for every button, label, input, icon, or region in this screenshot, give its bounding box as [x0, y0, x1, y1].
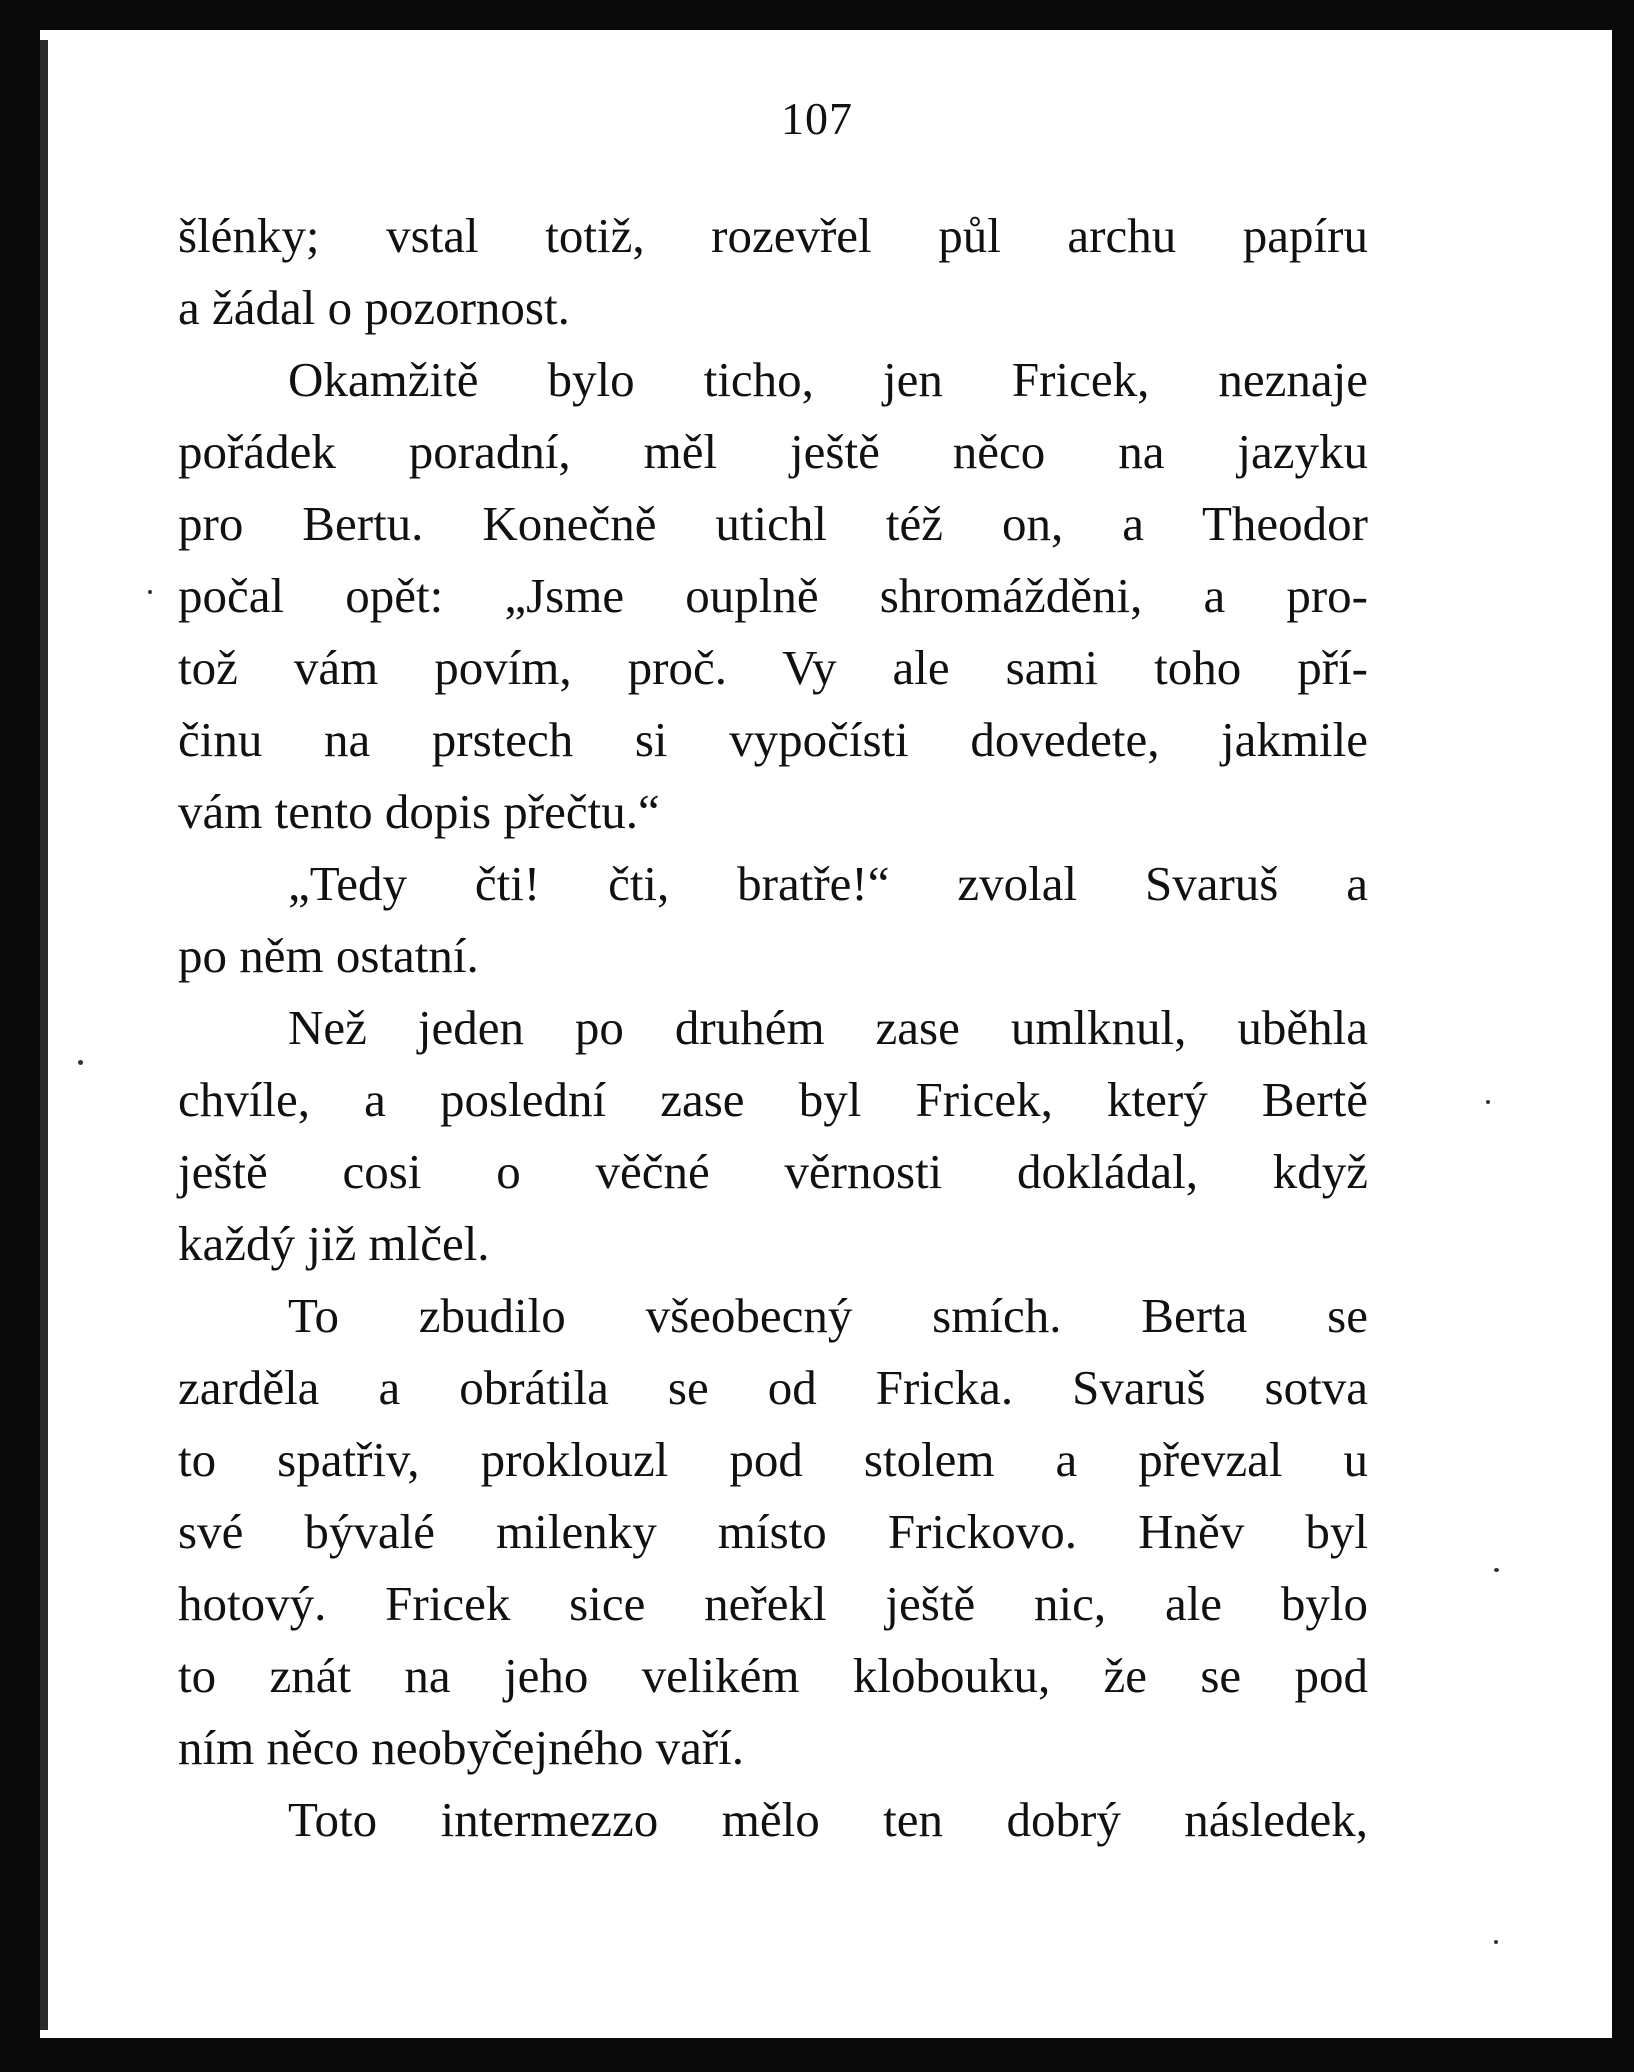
scan-speck — [1486, 1100, 1490, 1104]
book-spine-shadow — [0, 0, 40, 2072]
text-line: hotový. Fricek sice neřekl ještě nic, ale bylo — [178, 1576, 1368, 1631]
text-line: šlénky; vstal totiž, rozevřel půl archu papíru — [178, 208, 1368, 263]
text-line: Než jeden po druhém zase umlknul, uběhla — [288, 1000, 1368, 1055]
text-line: Okamžitě bylo ticho, jen Fricek, neznaje — [288, 352, 1368, 407]
text-line: tož vám povím, proč. Vy ale sami toho pří- — [178, 640, 1368, 695]
text-line: každý již mlčel. — [178, 1216, 490, 1271]
scan-border-right — [1612, 0, 1634, 2072]
page-number: 107 — [781, 93, 853, 144]
page-gutter-edge — [40, 40, 48, 2030]
text-line: pořádek poradní, měl ještě něco na jazyku — [178, 424, 1368, 479]
text-line: To zbudilo všeobecný smích. Berta se — [288, 1288, 1368, 1343]
text-line: „Tedy čti! čti, bratře!“ zvolal Svaruš a — [288, 856, 1368, 911]
text-line: ním něco neobyčejného vaří. — [178, 1720, 745, 1775]
scan-border-top — [0, 0, 1634, 30]
text-line: po něm ostatní. — [178, 928, 479, 983]
text-line: pro Bertu. Konečně utichl též on, a Theodor — [178, 496, 1368, 551]
text-line: činu na prstech si vypočísti dovedete, jakmile — [178, 712, 1368, 767]
scan-speck — [1494, 1940, 1498, 1944]
scan-speck — [1494, 1568, 1499, 1572]
text-line: a žádal o pozornost. — [178, 280, 570, 335]
text-line: zarděla a obrátila se od Fricka. Svaruš sotva — [178, 1360, 1368, 1415]
text-line: počal opět: „Jsme ouplně shromážděni, a pro- — [178, 568, 1368, 623]
text-line: Toto intermezzo mělo ten dobrý následek, — [288, 1792, 1368, 1847]
text-line: ještě cosi o věčné věrnosti dokládal, když — [178, 1144, 1368, 1199]
scan-border-bottom — [0, 2038, 1634, 2072]
text-line: chvíle, a poslední zase byl Fricek, který Bertě — [178, 1072, 1368, 1127]
text-line: to znát na jeho velikém klobouku, že se pod — [178, 1648, 1368, 1703]
scan-speck — [148, 590, 152, 594]
text-line: vám tento dopis přečtu.“ — [178, 784, 660, 839]
text-line: to spatřiv, proklouzl pod stolem a převzal u — [178, 1432, 1368, 1487]
text-line: své bývalé milenky místo Frickovo. Hněv byl — [178, 1504, 1368, 1559]
scan-speck — [78, 1060, 83, 1065]
body-text — [178, 200, 1368, 1856]
